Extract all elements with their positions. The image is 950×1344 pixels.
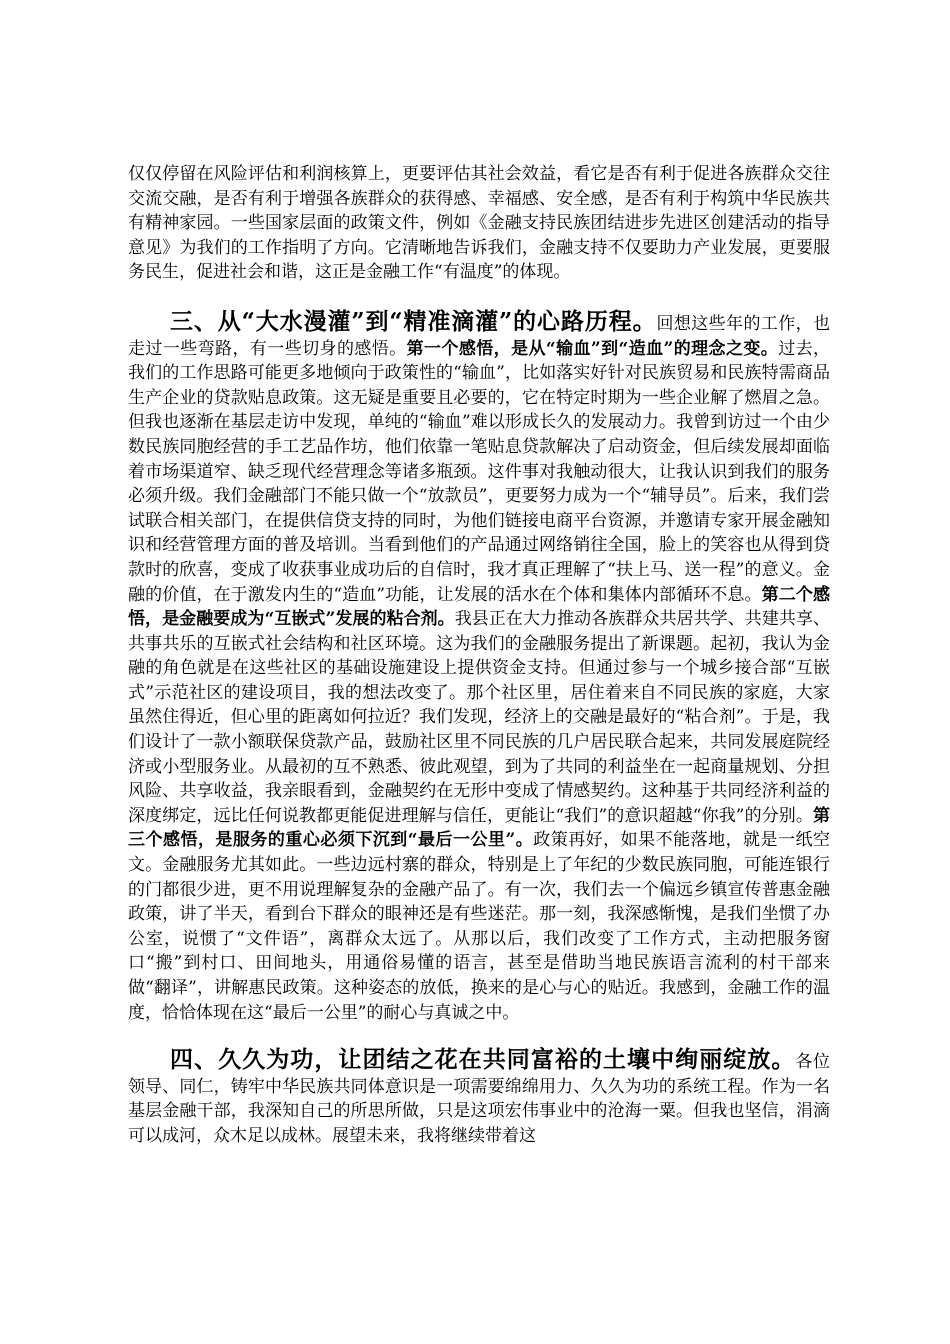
paragraph-text: 仅仅停留在风险评估和利润核算上，更要评估其社会效益，看它是否有利于促进各族群众交往交流交融，是否有利于增强各族群众的获得感、幸福感、安全感，是否有利于构筑中华民族共有精神家园。一些国家层面的政策文件，例如《金融支持民族团结进步先进区创建活动的指导意见》为我们的工作指明了方向。它清晰地告诉我们，金融支持不仅要助力产业发展，更要服务民生，促进社会和谐，这正是金融工作“有温度”的体现。 [128, 164, 830, 283]
paragraph-text: 回想这些年的工作，也走过一些弯路，有一些切身的感悟。 [128, 313, 831, 359]
section-three [128, 309, 830, 1025]
paragraph-text: 政策再好，如果不能落地，就是一纸空文。金融服务尤其如此。一些边远村寨的群众，特别是上了年纪的少数民族同胞，可能连银行的门都很少进，更不用说理解复杂的金融产品了。有一次，我们去一个偏远乡镇宣传普惠金融政策，讲了半天，看到台下群众的眼神还是有些迷茫。那一刻，我深感惭愧，是我们坐惯了办公室，说惯了“文件语”，离群众太远了。从那以后，我们改变了工作方式，主动把服务窗口“搬”到村口、田间地头，用通俗易懂的语言，甚至是借助当地民族语言流利的村干部来做“翻译”，讲解惠民政策。这种姿态的放低，换来的是心与心的贴近。我感到，金融工作的温度，恰恰体现在这“最后一公里”的耐心与真诚之中。 [128, 830, 830, 1023]
insight-three-title: 第三个感悟，是服务的重心必须下沉到“最后一公里”。 [128, 805, 830, 851]
insight-one-title: 第一个感悟，是从“输血”到“造血”的理念之变。 [406, 338, 779, 359]
insight-two-title: 第二个感悟，是金融要成为“互嵌式”发展的粘合剂。 [128, 584, 830, 630]
document-page [128, 162, 830, 1149]
paragraph-continuation [128, 162, 830, 285]
section-four [128, 1047, 830, 1148]
paragraph-text: 各位领导、同仁，铸牢中华民族共同体意识是一项需要绵绵用力、久久为功的系统工程。作为一名基层金融干部，我深知自己的所思所做，只是这项宏伟事业中的沧海一粟。但我也坚信，涓滴可以成河，众木足以成林。展望未来，我将继续带着这 [128, 1052, 831, 1146]
section-three-heading: 三、从“大水漫灌”到“精准滴灌”的心路历程。 [170, 307, 657, 335]
section-four-heading: 四、久久为功，让团结之花在共同富裕的土壤中绚丽绽放。 [170, 1046, 796, 1074]
paragraph-text: 我县正在大力推动各族群众共居共学、共建共享、共事共乐的互嵌式社会结构和社区环境。这为我们的金融服务提出了新课题。起初，我认为金融的角色就是在这些社区的基础设施建设上提供资金支持。但通过参与一个城乡接合部“互嵌式”示范社区的建设项目，我的想法改变了。那个社区里，居住着来自不同民族的家庭，大家虽然住得近，但心里的距离如何拉近？我们发现，经济上的交融是最好的“粘合剂”。于是，我们设计了一款小额联保贷款产品，鼓励社区里不同民族的几户居民联合起来，共同发展庭院经济或小型服务业。从最初的互不熟悉、彼此观望，到为了共同的利益坐在一起商量规划、分担风险、共享收益，我亲眼看到，金融契约在无形中变成了情感契约。这种基于共同经济利益的深度绑定，远比任何说教都更能促进理解与信任，更能让“我们”的意识超越“你我”的分别。 [128, 609, 830, 826]
paragraph-text: 过去，我们的工作思路可能更多地倾向于政策性的“输血”，比如落实好针对民族贸易和民族特需商品生产企业的贷款贴息政策。这无疑是重要且必要的，它在特定时期为一些企业解了燃眉之急。但我也逐渐在基层走访中发现，单纯的“输血”难以形成长久的发展动力。我曾到访过一个由少数民族同胞经营的手工艺品作坊，他们依靠一笔贴息贷款解决了启动资金，但后续发展却面临着市场渠道窄、缺乏现代经营理念等诸多瓶颈。这件事对我触动很大，让我认识到我们的服务必须升级。我们金融部门不能只做一个“放款员”，更要努力成为一个“辅导员”。后来，我们尝试联合相关部门，在提供信贷支持的同时，为他们链接电商平台资源，并邀请专家开展金融知识和经营管理方面的普及培训。当看到他们的产品通过网络销往全国，脸上的笑容也从得到贷款时的欣喜，变成了收获事业成功后的自信时，我才真正理解了“扶上马、送一程”的意义。金融的价值，在于激发内生的“造血”功能，让发展的活水在个体和集体内部循环不息。 [128, 338, 831, 605]
